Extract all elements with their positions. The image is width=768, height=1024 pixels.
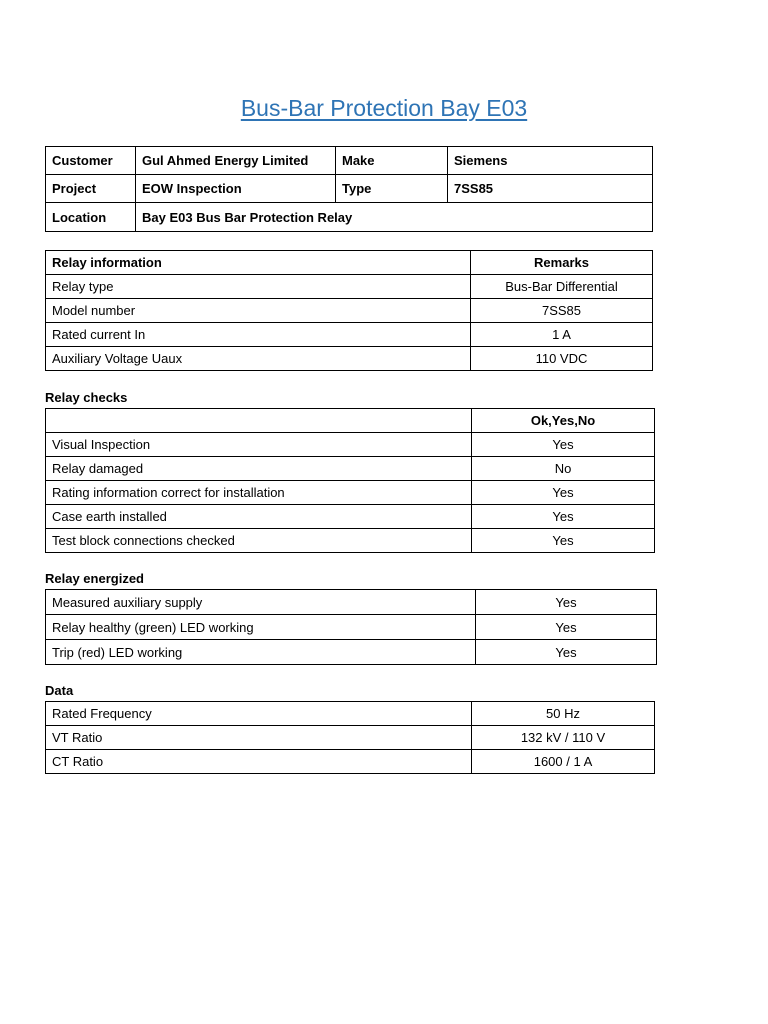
type-label: Type bbox=[336, 175, 448, 203]
table-row bbox=[46, 175, 653, 203]
table-row bbox=[46, 481, 655, 505]
row-value: Yes bbox=[476, 615, 657, 640]
row-label: Case earth installed bbox=[46, 505, 472, 529]
table-row bbox=[46, 615, 657, 640]
row-value: Yes bbox=[472, 481, 655, 505]
relay-energized-heading: Relay energized bbox=[45, 571, 144, 586]
row-label: Relay type bbox=[46, 275, 471, 299]
row-value: Yes bbox=[476, 640, 657, 665]
row-value: Yes bbox=[472, 529, 655, 553]
table-row bbox=[46, 457, 655, 481]
customer-label: Customer bbox=[46, 147, 136, 175]
table-row bbox=[46, 203, 653, 232]
ok-yes-no-header: Ok,Yes,No bbox=[472, 409, 655, 433]
row-value: Bus-Bar Differential bbox=[471, 275, 653, 299]
row-value: Yes bbox=[472, 433, 655, 457]
location-value: Bay E03 Bus Bar Protection Relay bbox=[136, 203, 653, 232]
table-row bbox=[46, 702, 655, 726]
document-title: Bus-Bar Protection Bay E03 bbox=[240, 95, 528, 121]
header-table bbox=[45, 146, 653, 232]
row-label: Rated current In bbox=[46, 323, 471, 347]
customer-value: Gul Ahmed Energy Limited bbox=[136, 147, 336, 175]
table-row bbox=[46, 275, 653, 299]
table-row bbox=[46, 640, 657, 665]
row-label: Relay healthy (green) LED working bbox=[46, 615, 476, 640]
row-label: Test block connections checked bbox=[46, 529, 472, 553]
table-header-row bbox=[46, 251, 653, 275]
table-row bbox=[46, 505, 655, 529]
row-value: 1600 / 1 A bbox=[472, 750, 655, 774]
row-value: 132 kV / 110 V bbox=[472, 726, 655, 750]
row-label: Visual Inspection bbox=[46, 433, 472, 457]
table-row bbox=[46, 147, 653, 175]
relay-energized-table bbox=[45, 589, 657, 665]
make-value: Siemens bbox=[448, 147, 653, 175]
data-table bbox=[45, 701, 655, 774]
row-label: Auxiliary Voltage Uaux bbox=[46, 347, 471, 371]
type-value: 7SS85 bbox=[448, 175, 653, 203]
data-heading: Data bbox=[45, 683, 74, 698]
row-label: Measured auxiliary supply bbox=[46, 590, 476, 615]
table-row bbox=[46, 323, 653, 347]
table-row bbox=[46, 529, 655, 553]
table-row bbox=[46, 299, 653, 323]
relay-info-table bbox=[45, 250, 653, 371]
row-value: No bbox=[472, 457, 655, 481]
table-row bbox=[46, 433, 655, 457]
relay-checks-heading: Relay checks bbox=[45, 390, 128, 405]
project-label: Project bbox=[46, 175, 136, 203]
remarks-header: Remarks bbox=[471, 251, 653, 275]
row-value: 1 A bbox=[471, 323, 653, 347]
table-row bbox=[46, 347, 653, 371]
table-row bbox=[46, 750, 655, 774]
relay-info-header: Relay information bbox=[46, 251, 471, 275]
row-value: 110 VDC bbox=[471, 347, 653, 371]
relay-checks-table bbox=[45, 408, 655, 553]
row-value: Yes bbox=[472, 505, 655, 529]
row-label: Rating information correct for installation bbox=[46, 481, 472, 505]
project-value: EOW Inspection bbox=[136, 175, 336, 203]
row-value: 7SS85 bbox=[471, 299, 653, 323]
table-row bbox=[46, 726, 655, 750]
make-label: Make bbox=[336, 147, 448, 175]
row-label: VT Ratio bbox=[46, 726, 472, 750]
checks-blank-header bbox=[46, 409, 472, 433]
row-value: 50 Hz bbox=[472, 702, 655, 726]
row-label: Model number bbox=[46, 299, 471, 323]
row-label: CT Ratio bbox=[46, 750, 472, 774]
row-label: Trip (red) LED working bbox=[46, 640, 476, 665]
row-label: Relay damaged bbox=[46, 457, 472, 481]
row-value: Yes bbox=[476, 590, 657, 615]
table-row bbox=[46, 590, 657, 615]
table-header-row bbox=[46, 409, 655, 433]
location-label: Location bbox=[46, 203, 136, 232]
row-label: Rated Frequency bbox=[46, 702, 472, 726]
